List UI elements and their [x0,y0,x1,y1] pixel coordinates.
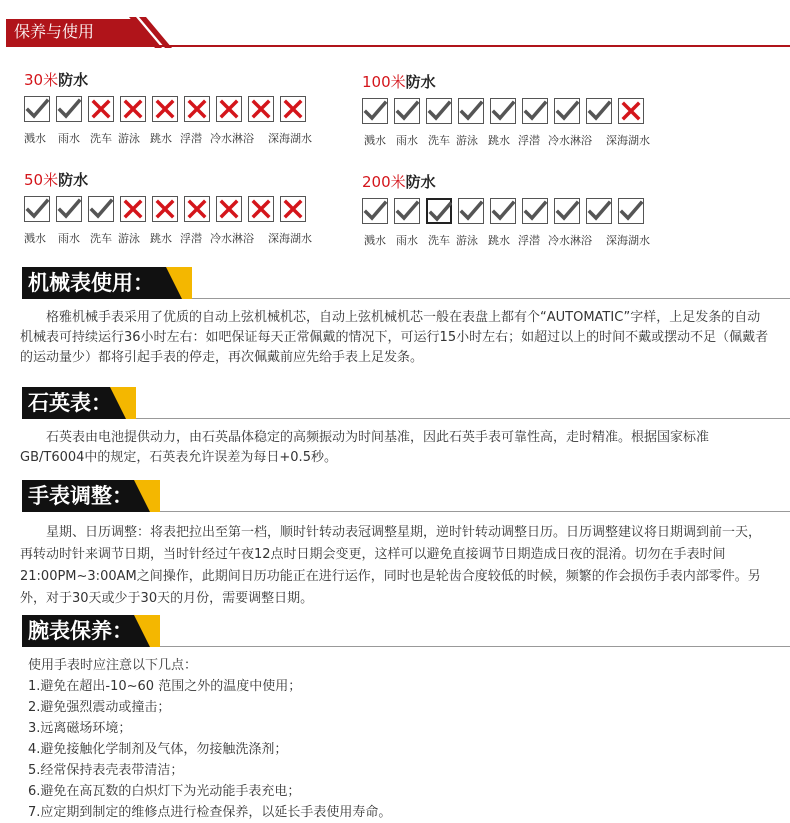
check-icon [587,99,611,123]
waterproof-label: 洗车 [428,234,450,247]
waterproof-label: 冷水淋浴 [548,134,592,147]
list-item: 4.避免接触化学制剂及气体，勿接触洗涤剂； [28,742,288,757]
check-icon [395,199,419,223]
waterproof-title [24,170,88,190]
waterproof-label: 溅水 [364,234,386,247]
waterproof-meters: 200米 [362,173,406,191]
waterproof-label: 跳水 [488,234,510,247]
waterproof-suffix: 防水 [58,71,89,89]
section-banner-adjust [22,480,790,512]
check-icon [555,199,579,223]
waterproof-label: 冷水淋浴 [548,234,592,247]
check-mark-box [88,196,114,222]
waterproof-label: 浮潜 [518,134,540,147]
waterproof-label: 跳水 [150,232,172,245]
x-icon [281,97,305,121]
check-mark-box [56,196,82,222]
check-mark-box [426,198,452,224]
x-icon [121,197,145,221]
waterproof-label: 溅水 [364,134,386,147]
x-mark-box [280,96,306,122]
check-mark-box [586,98,612,124]
waterproof-label: 冷水淋浴 [210,232,254,245]
x-icon [185,97,209,121]
check-mark-box [56,96,82,122]
x-icon [281,197,305,221]
x-mark-box [216,96,242,122]
waterproof-label: 深海湖水 [606,234,650,247]
check-icon [523,99,547,123]
waterproof-label: 浮潜 [518,234,540,247]
check-icon [57,97,81,121]
check-mark-box [362,98,388,124]
waterproof-label: 雨水 [58,132,80,145]
waterproof-label: 深海湖水 [606,134,650,147]
x-icon [249,97,273,121]
x-icon [217,97,241,121]
check-mark-box [554,198,580,224]
x-mark-box [216,196,242,222]
list-item: 5.经常保持表壳表带清洁； [28,763,184,778]
check-mark-box [522,198,548,224]
check-mark-box [426,98,452,124]
check-mark-box [522,98,548,124]
check-icon [25,97,49,121]
waterproof-label: 雨水 [58,232,80,245]
check-mark-box [554,98,580,124]
check-icon [459,199,483,223]
waterproof-label: 跳水 [488,134,510,147]
check-icon [491,99,515,123]
x-mark-box [152,96,178,122]
waterproof-label: 深海湖水 [268,232,312,245]
check-mark-box [458,198,484,224]
waterproof-label: 游泳 [456,134,478,147]
x-mark-box [120,96,146,122]
section-banner-quartz [22,387,790,419]
check-icon [428,200,452,224]
list-item: 2.避免强烈震动或撞击； [28,700,171,715]
waterproof-label: 浮潜 [180,232,202,245]
list-item: 3.远离磁场环境； [28,721,132,736]
x-icon [619,99,643,123]
x-icon [89,97,113,121]
check-mark-box [394,198,420,224]
check-mark-box [458,98,484,124]
waterproof-label: 游泳 [456,234,478,247]
section-header [0,0,790,50]
check-icon [363,199,387,223]
adjust-paragraph: 星期、日历调整：将表把拉出至第一档，顺时针转动表冠调整星期，逆时针转动调整日历。日历调整建议将日期调到前一天，再转动时针来调节日期，当时针经过午夜12点时日期会变更，这样可以避免直接调节日期造成日夜的混淆。切勿在手表时间21:00PM~3:00AM之间操作，此期间日历功能正在进行运作，同时也是轮齿合度较低的时候，频繁的作会损伤手表内部零件。另外，对于30天或少于30天的月份，需要调整日期。 [20,525,762,606]
x-icon [153,97,177,121]
check-mark-box [24,196,50,222]
check-mark-box [586,198,612,224]
check-mark-box [490,198,516,224]
waterproof-title [362,172,436,192]
check-icon [89,197,113,221]
care-list [28,655,728,823]
waterproof-label: 游泳 [118,132,140,145]
waterproof-label: 雨水 [396,234,418,247]
waterproof-suffix: 防水 [405,73,436,91]
waterproof-label: 溅水 [24,232,46,245]
waterproof-meters: 100米 [362,73,406,91]
x-icon [217,197,241,221]
x-mark-box [120,196,146,222]
banner-divider [22,418,790,419]
section-title: 机械表使用： [28,271,154,295]
waterproof-label: 深海湖水 [268,132,312,145]
waterproof-label: 浮潜 [180,132,202,145]
waterproof-label: 溅水 [24,132,46,145]
list-item: 7.应定期到制定的维修点进行检查保养，以延长手表使用寿命。 [28,805,392,820]
check-icon [555,99,579,123]
check-icon [491,199,515,223]
quartz-paragraph: 石英表由电池提供动力，由石英晶体稳定的高频振动为时间基准，因此石英手表可靠性高，走时精准。根据国家标准GB/T6004中的规定，石英表允许误差为每日+0.5秒。 [20,430,710,465]
check-icon [25,197,49,221]
waterproof-label: 冷水淋浴 [210,132,254,145]
check-icon [523,199,547,223]
check-icon [395,99,419,123]
check-icon [363,99,387,123]
list-item: 1.避免在超出-10~60 范围之外的温度中使用； [28,679,302,694]
header-underline [6,45,790,47]
x-mark-box [618,98,644,124]
check-icon [619,199,643,223]
x-mark-box [248,196,274,222]
waterproof-meters: 50米 [24,171,59,189]
x-mark-box [152,196,178,222]
check-mark-box [618,198,644,224]
check-mark-box [362,198,388,224]
section-banner-care [22,615,790,647]
check-icon [587,199,611,223]
check-mark-box [490,98,516,124]
waterproof-label: 游泳 [118,232,140,245]
x-mark-box [88,96,114,122]
check-mark-box [24,96,50,122]
x-mark-box [280,196,306,222]
x-icon [121,97,145,121]
waterproof-label: 洗车 [90,132,112,145]
mechanical-paragraph: 格雅机械手表采用了优质的自动上弦机械机芯，自动上弦机械机芯一般在表盘上都有个“AUTOMATIC”字样，上足发条的自动机械表可持续运行36小时左右：如吧保证每天正常佩戴的情况下，可运行15小时左右；如超过以上的时间不戴或摆动不足（佩戴者的运动量少）都将引起手表的停走，再次佩戴前应先给手表上足发条。 [20,310,769,365]
waterproof-label: 洗车 [90,232,112,245]
waterproof-label: 跳水 [150,132,172,145]
section-title: 腕表保养： [28,619,133,643]
waterproof-suffix: 防水 [58,171,89,189]
list-item: 使用手表时应注意以下几点： [28,658,198,673]
x-mark-box [248,96,274,122]
waterproof-label: 洗车 [428,134,450,147]
section-banner-mechanical [22,267,790,299]
waterproof-suffix: 防水 [405,173,436,191]
x-icon [185,197,209,221]
x-mark-box [184,196,210,222]
waterproof-label: 雨水 [396,134,418,147]
waterproof-meters: 30米 [24,71,59,89]
list-item: 6.避免在高瓦数的白炽灯下为光动能手表充电； [28,784,301,799]
check-icon [57,197,81,221]
section-title: 手表调整： [28,484,133,508]
section-title: 石英表： [28,391,112,415]
x-mark-box [184,96,210,122]
check-mark-box [394,98,420,124]
header-title: 保养与使用 [14,22,95,41]
waterproof-title [24,70,88,90]
x-icon [153,197,177,221]
x-icon [249,197,273,221]
check-icon [427,99,451,123]
check-icon [459,99,483,123]
waterproof-title [362,72,436,92]
